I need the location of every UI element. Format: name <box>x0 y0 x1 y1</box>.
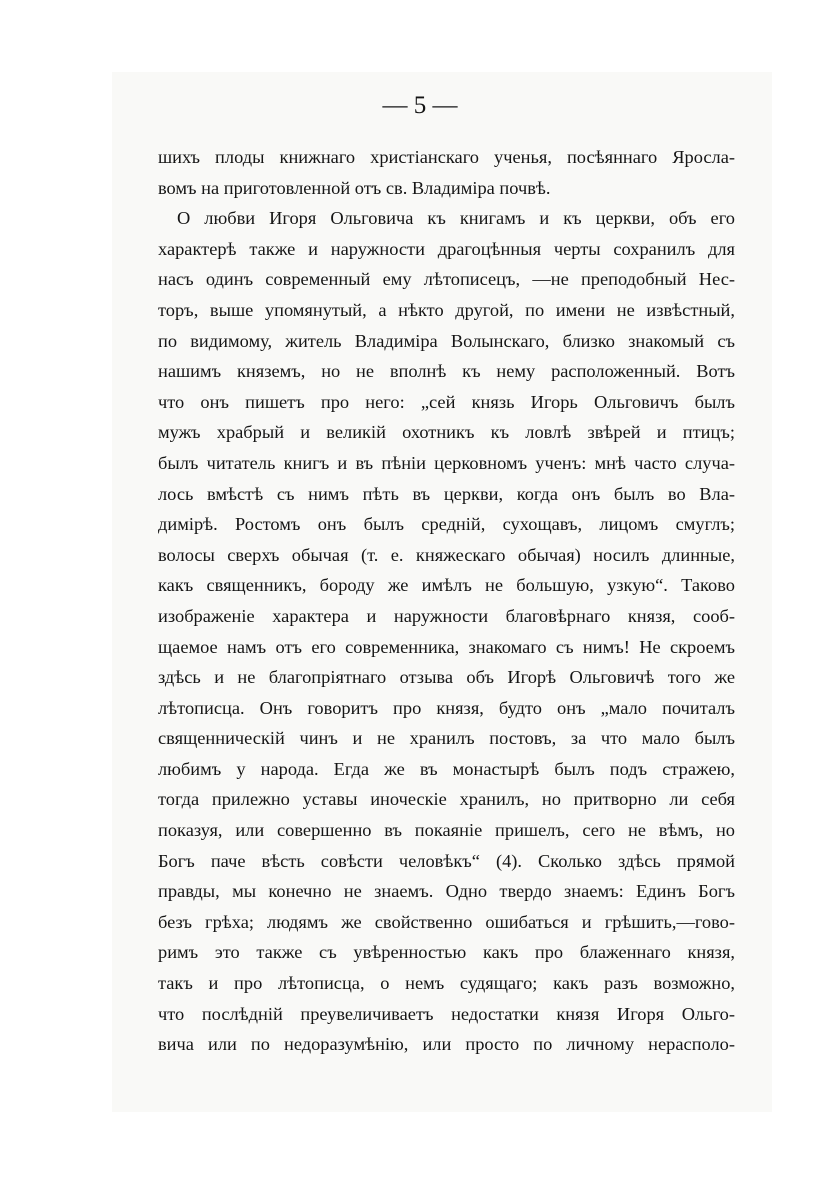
text-line: что онъ пишетъ про него: „сей князь Игорь Ольговичъ былъ <box>158 391 735 412</box>
text-line: римъ это также съ увѣренностью какъ про блаженнаго князя, <box>158 942 735 963</box>
text-line: димірѣ. Ростомъ онъ былъ средній, сухощавъ, лицомъ смуглъ; <box>158 514 735 535</box>
text-line: лѣтописца. Онъ говоритъ про князя, будто онъ „мало почиталъ <box>158 697 735 718</box>
text-line: по видимому, житель Владиміра Волынскаго, близко знакомый съ <box>158 330 735 351</box>
body-text <box>158 142 735 1060</box>
text-line: такъ и про лѣтописца, о немъ судящаго; какъ разъ возможно, <box>158 973 735 994</box>
page-number: — 5 — <box>382 92 458 119</box>
text-line: торъ, выше упомянутый, а нѣкто другой, по имени не извѣстный, <box>158 299 735 320</box>
text-line: священническій чинъ и не хранилъ постовъ, за что мало былъ <box>158 728 735 749</box>
text-line: былъ читатель книгъ и въ пѣніи церковномъ ученъ: мнѣ часто случа- <box>158 452 735 473</box>
text-line: насъ одинъ современный ему лѣтописецъ, —не преподобный Нес- <box>158 269 735 290</box>
text-line: любимъ у народа. Егда же въ монастырѣ былъ подъ стражею, <box>158 758 735 779</box>
text-line: мужъ храбрый и великій охотникъ къ ловлѣ звѣрей и птицъ; <box>158 422 735 443</box>
text-line: нашимъ княземъ, но не вполнѣ къ нему расположенный. Вотъ <box>158 361 735 382</box>
text-line: показуя, или совершенно въ покаяніе пришелъ, сего не вѣмъ, но <box>158 820 735 841</box>
text-line: правды, мы конечно не знаемъ. Одно твердо знаемъ: Единъ Богъ <box>158 881 735 902</box>
text-line: безъ грѣха; людямъ же свойственно ошибаться и грѣшить,—гово- <box>158 911 735 932</box>
text-line: здѣсь и не благопріятнаго отзыва объ Игорѣ Ольговичѣ того же <box>158 667 735 688</box>
text-line: вомъ на приготовленной отъ св. Владиміра почвѣ. <box>158 177 551 198</box>
text-line: лось вмѣстѣ съ нимъ пѣть въ церкви, когда онъ былъ во Вла- <box>158 483 735 504</box>
text-line: изображеніе характера и наружности благовѣрнаго князя, сооб- <box>158 605 735 626</box>
text-line: какъ священникъ, бороду же имѣлъ не большую, узкую“. Таково <box>158 575 735 596</box>
text-line: тогда прилежно уставы иноческіе хранилъ, но притворно ли себя <box>158 789 735 810</box>
text-line: что послѣдній преувеличиваетъ недостатки князя Игоря Ольго- <box>158 1003 735 1024</box>
text-line: О любви Игоря Ольговича къ книгамъ и къ церкви, объ его <box>177 208 735 229</box>
text-line: волосы сверхъ обычая (т. е. княжескаго обычая) носилъ длинные, <box>158 544 735 565</box>
text-line: характерѣ также и наружности драгоцѣнныя черты сохранилъ для <box>158 238 735 259</box>
text-line: щаемое намъ отъ его современника, знакомаго съ нимъ! Не скроемъ <box>158 636 735 657</box>
text-line: шихъ плоды книжнаго христіанскаго ученья, посѣяннаго Яросла- <box>158 147 735 167</box>
text-line: вича или по недоразумѣнію, или просто по личному нерасполо- <box>158 1034 735 1055</box>
text-line: Богъ паче вѣсть совѣсти человѣкъ“ (4). Сколько здѣсь прямой <box>158 850 735 871</box>
